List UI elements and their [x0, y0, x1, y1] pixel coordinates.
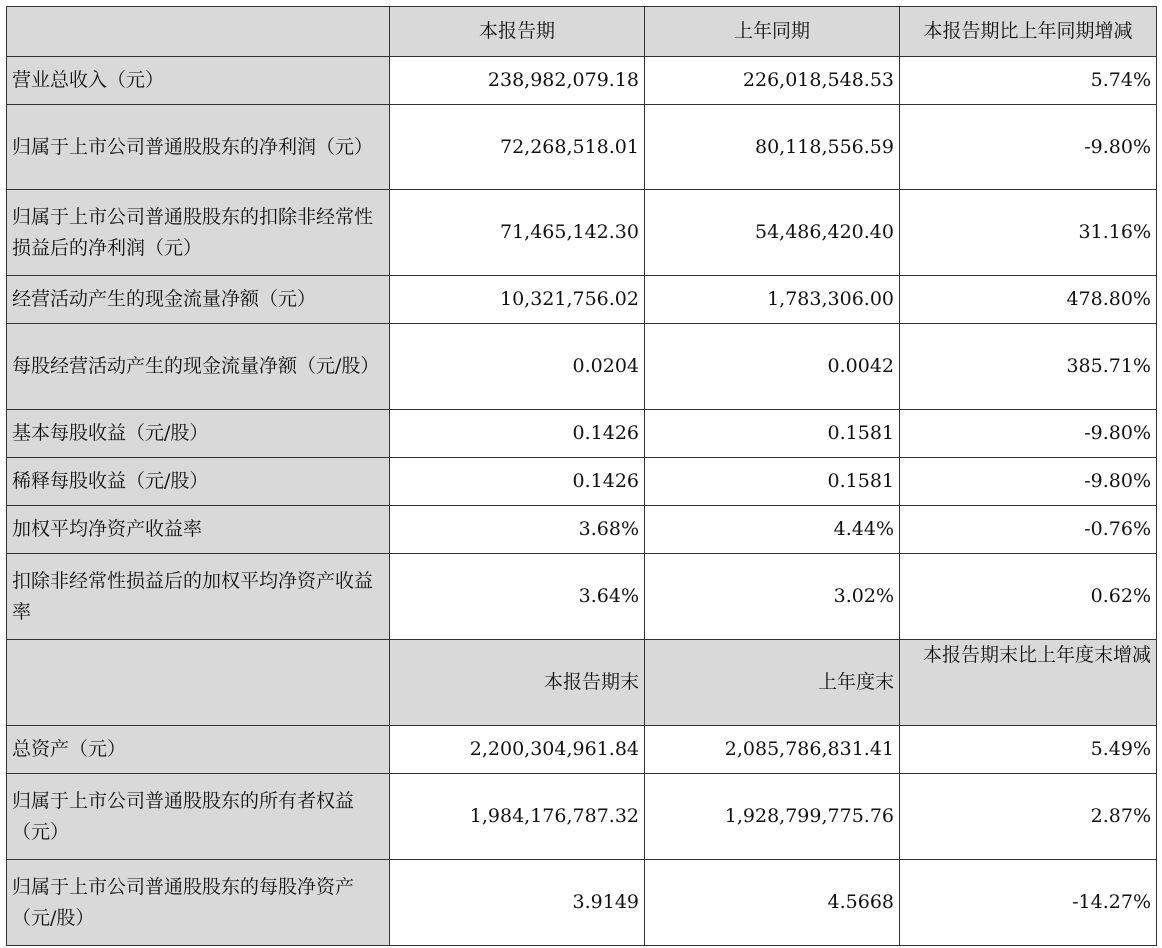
header-period-end: 本报告期末 [390, 640, 645, 726]
change-value: -14.27% [900, 860, 1157, 946]
row-label: 每股经营活动产生的现金流量净额（元/股） [7, 324, 390, 410]
previous-value: 4.5668 [645, 860, 900, 946]
header-prior-year-end: 上年度末 [645, 640, 900, 726]
change-value: 5.49% [900, 726, 1157, 774]
row-label: 营业总收入（元） [7, 57, 390, 105]
current-value: 3.68% [390, 506, 645, 554]
current-value: 72,268,518.01 [390, 105, 645, 190]
previous-value: 1,783,306.00 [645, 276, 900, 324]
section2-header-row [7, 640, 1157, 726]
table-row [7, 324, 1157, 410]
current-value: 0.1426 [390, 410, 645, 458]
previous-value: 0.1581 [645, 410, 900, 458]
current-value: 71,465,142.30 [390, 190, 645, 276]
header-year-end-change: 本报告期末比上年度末增减 [900, 640, 1157, 726]
change-value: 5.74% [900, 57, 1157, 105]
section1-header-row [7, 7, 1157, 57]
row-label: 归属于上市公司普通股股东的净利润（元） [7, 105, 390, 190]
current-value: 3.9149 [390, 860, 645, 946]
table-row [7, 276, 1157, 324]
change-value: 0.62% [900, 554, 1157, 640]
current-value: 0.0204 [390, 324, 645, 410]
row-label: 归属于上市公司普通股股东的扣除非经常性损益后的净利润（元） [7, 190, 390, 276]
row-label: 基本每股收益（元/股） [7, 410, 390, 458]
row-label: 归属于上市公司普通股股东的所有者权益（元） [7, 774, 390, 860]
change-value: 385.71% [900, 324, 1157, 410]
change-value: 478.80% [900, 276, 1157, 324]
table-row [7, 726, 1157, 774]
previous-value: 54,486,420.40 [645, 190, 900, 276]
current-value: 2,200,304,961.84 [390, 726, 645, 774]
change-value: -9.80% [900, 410, 1157, 458]
header-current-period: 本报告期 [390, 7, 645, 57]
header-prior-period: 上年同期 [645, 7, 900, 57]
header-blank-cell [7, 7, 390, 57]
change-value: -9.80% [900, 458, 1157, 506]
table-row [7, 190, 1157, 276]
previous-value: 226,018,548.53 [645, 57, 900, 105]
previous-value: 4.44% [645, 506, 900, 554]
previous-value: 0.0042 [645, 324, 900, 410]
row-label: 归属于上市公司普通股股东的每股净资产（元/股） [7, 860, 390, 946]
previous-value: 3.02% [645, 554, 900, 640]
previous-value: 80,118,556.59 [645, 105, 900, 190]
table-row [7, 410, 1157, 458]
change-value: -9.80% [900, 105, 1157, 190]
current-value: 10,321,756.02 [390, 276, 645, 324]
current-value: 238,982,079.18 [390, 57, 645, 105]
table-row [7, 105, 1157, 190]
financial-summary-table [6, 6, 1157, 946]
row-label: 加权平均净资产收益率 [7, 506, 390, 554]
change-value: -0.76% [900, 506, 1157, 554]
previous-value: 2,085,786,831.41 [645, 726, 900, 774]
change-value: 31.16% [900, 190, 1157, 276]
header-blank-cell [7, 640, 390, 726]
previous-value: 1,928,799,775.76 [645, 774, 900, 860]
table-row [7, 57, 1157, 105]
table-row [7, 506, 1157, 554]
table-row [7, 554, 1157, 640]
table-row [7, 860, 1157, 946]
table-row [7, 458, 1157, 506]
current-value: 3.64% [390, 554, 645, 640]
current-value: 1,984,176,787.32 [390, 774, 645, 860]
row-label: 经营活动产生的现金流量净额（元） [7, 276, 390, 324]
header-period-change: 本报告期比上年同期增减 [900, 7, 1157, 57]
change-value: 2.87% [900, 774, 1157, 860]
row-label: 稀释每股收益（元/股） [7, 458, 390, 506]
table-row [7, 774, 1157, 860]
row-label: 扣除非经常性损益后的加权平均净资产收益率 [7, 554, 390, 640]
current-value: 0.1426 [390, 458, 645, 506]
previous-value: 0.1581 [645, 458, 900, 506]
row-label: 总资产（元） [7, 726, 390, 774]
